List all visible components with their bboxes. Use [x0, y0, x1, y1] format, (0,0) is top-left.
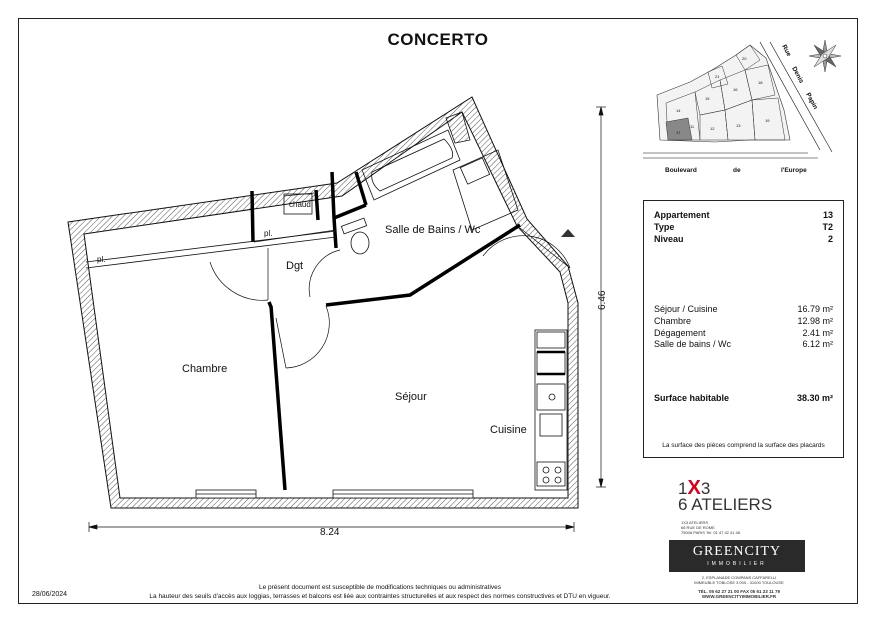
- street-label-papin: Papin: [804, 91, 819, 111]
- svg-text:14: 14: [676, 108, 681, 113]
- room-label-salle-de-bains: Salle de Bains / Wc: [385, 224, 481, 236]
- room-label-cuisine: Cuisine: [490, 424, 527, 436]
- street-label-denis: Denis: [790, 65, 805, 85]
- surface-note: La surface des pièces comprend la surface des placards: [662, 442, 825, 449]
- svg-text:11: 11: [690, 124, 695, 129]
- street-label-boulevard: Boulevard: [665, 167, 697, 174]
- placard-label-1: pl.: [264, 229, 273, 238]
- document-date: 28/06/2024: [32, 591, 68, 598]
- dimension-height-label: 6.46: [597, 290, 608, 310]
- info-row-type: Type T2: [654, 222, 833, 232]
- kitchen-counter: [535, 330, 567, 490]
- info-row-surface: Salle de bains / Wc 6.12 m²: [654, 339, 833, 349]
- info-row-surface: Dégagement 2.41 m²: [654, 328, 833, 338]
- info-row-surface: Chambre 12.98 m²: [654, 316, 833, 326]
- compass-rose-icon: [809, 40, 841, 72]
- dimension-width-label: 8.24: [320, 527, 340, 538]
- orientation-arrow-icon: [561, 229, 575, 237]
- street-label-europe: l'Europe: [781, 167, 807, 174]
- svg-text:12: 12: [710, 126, 715, 131]
- greencity-logo: GREENCITY IMMOBILIER: [669, 540, 805, 572]
- street-label-de: de: [733, 167, 741, 174]
- windows: [196, 490, 473, 498]
- svg-text:17: 17: [676, 130, 681, 135]
- ateliers-logo: 1X3 6 ATELIERS: [678, 477, 773, 514]
- placard-label-2: pl.: [97, 255, 106, 264]
- street-label-rue: Rue: [780, 43, 793, 58]
- svg-text:18: 18: [758, 80, 763, 85]
- outer-wall: [68, 97, 578, 508]
- svg-text:20: 20: [742, 56, 747, 61]
- ateliers-address: 1X3 ATELIERS 66 RUE DE ROME 75008 PARIS Tel. 01 47 42 41 48: [681, 520, 741, 535]
- svg-text:21: 21: [715, 74, 720, 79]
- room-label-dgt: Dgt: [286, 260, 304, 272]
- disclaimer: Le présent document est susceptible de modifications techniques ou administratives La hauteur des seuils d'accès aux loggias, terrasses et balcons est liée aux contraintes structurelles et aux respect des normes constructives et DTU en vigueur.: [149, 584, 611, 600]
- toilet: [341, 218, 369, 254]
- info-row-surface: Séjour / Cuisine 16.79 m²: [654, 304, 833, 314]
- room-label-sejour: Séjour: [395, 391, 427, 403]
- room-label-chaud: chaud: [289, 200, 311, 209]
- info-row-niveau: Niveau 2: [654, 234, 833, 244]
- greencity-contact: TÉL. 05 62 27 21 00 FAX 05 61 23 11 79 WWW.GREENCITYIMMOBILIER.FR: [697, 589, 781, 599]
- room-label-chambre: Chambre: [182, 363, 228, 375]
- svg-text:15: 15: [705, 96, 710, 101]
- site-plan: [643, 42, 832, 158]
- info-row-appartement: Appartement 13: [654, 210, 833, 220]
- apartment-info-panel: [643, 200, 844, 458]
- svg-text:13: 13: [736, 123, 741, 128]
- greencity-address: 2, ESPLANADE COMPANS CAFFARELLI IMMEUBLE TOBLOSE 3 000 - 31000 TOULOUSE: [694, 575, 784, 585]
- svg-text:19: 19: [765, 118, 770, 123]
- interior-walls: [252, 172, 520, 490]
- info-row-total: Surface habitable 38.30 m²: [654, 393, 833, 403]
- project-title: CONCERTO: [387, 30, 489, 49]
- svg-text:16: 16: [733, 87, 738, 92]
